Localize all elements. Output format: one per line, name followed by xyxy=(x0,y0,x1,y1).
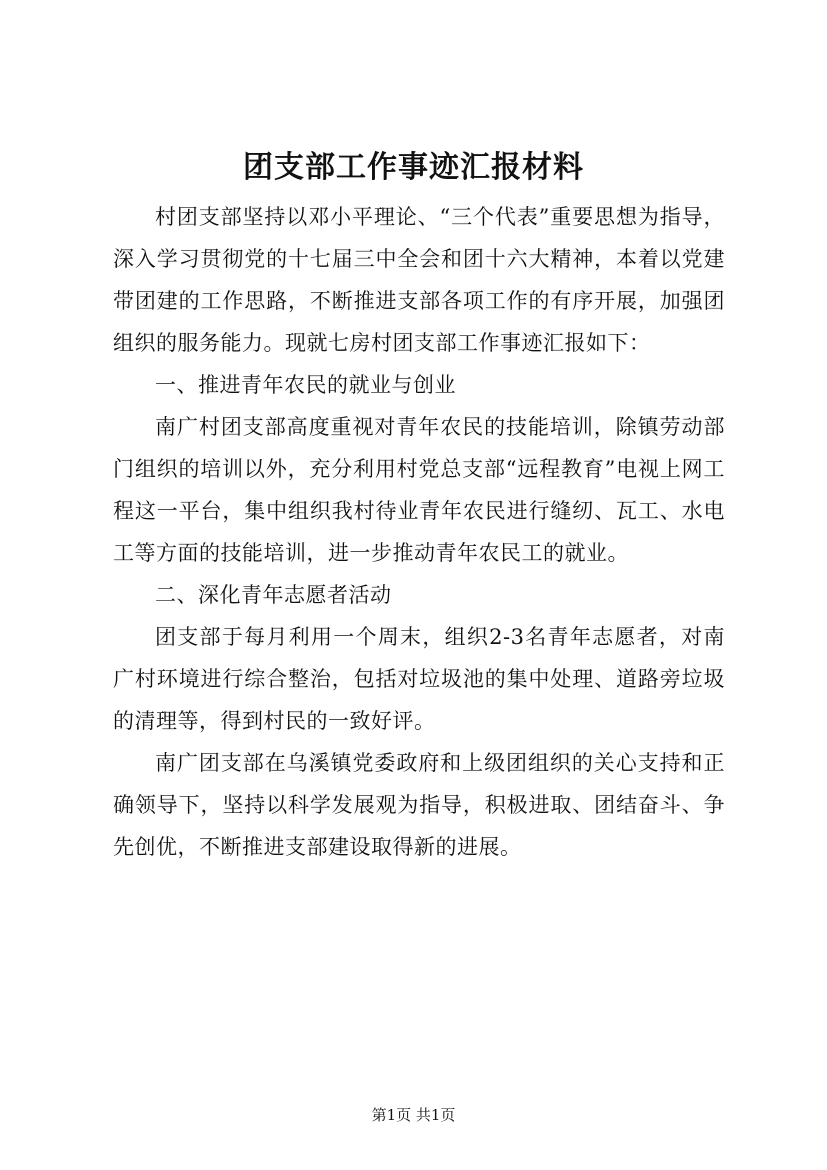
paragraph-section-1: 南广村团支部高度重视对青年农民的技能培训，除镇劳动部门组织的培训以外，充分利用村党总支部“远程教育”电视上网工程这一平台，集中组织我村待业青年农民进行缝纫、瓦工、水电工等方面的技能培训，进一步推动青年农民工的就业。 xyxy=(113,415,725,565)
page-number-footer: 第1页 共1页 xyxy=(371,1106,456,1124)
paragraph-intro: 村团支部坚持以邓小平理论、“三个代表”重要思想为指导，深入学习贯彻党的十七届三中全会和团十六大精神，本着以党建带团建的工作思路，不断推进支部各项工作的有序开展，加强团组织的服务能力。现就七房村团支部工作事迹汇报如下： xyxy=(113,205,725,355)
document-body xyxy=(113,196,725,868)
document-title: 团支部工作事迹汇报材料 xyxy=(243,150,584,185)
section-heading-1: 一、推进青年农民的就业与创业 xyxy=(155,373,456,397)
section-heading-2: 二、深化青年志愿者活动 xyxy=(155,583,392,607)
paragraph-conclusion: 南广团支部在乌溪镇党委政府和上级团组织的关心支持和正确领导下，坚持以科学发展观为指导，积极进取、团结奋斗、争先创优，不断推进支部建设取得新的进展。 xyxy=(113,751,725,859)
paragraph-section-2: 团支部于每月利用一个周末，组织2-3名青年志愿者，对南广村环境进行综合整治，包括对垃圾池的集中处理、道路旁垃圾的清理等，得到村民的一致好评。 xyxy=(113,625,725,733)
